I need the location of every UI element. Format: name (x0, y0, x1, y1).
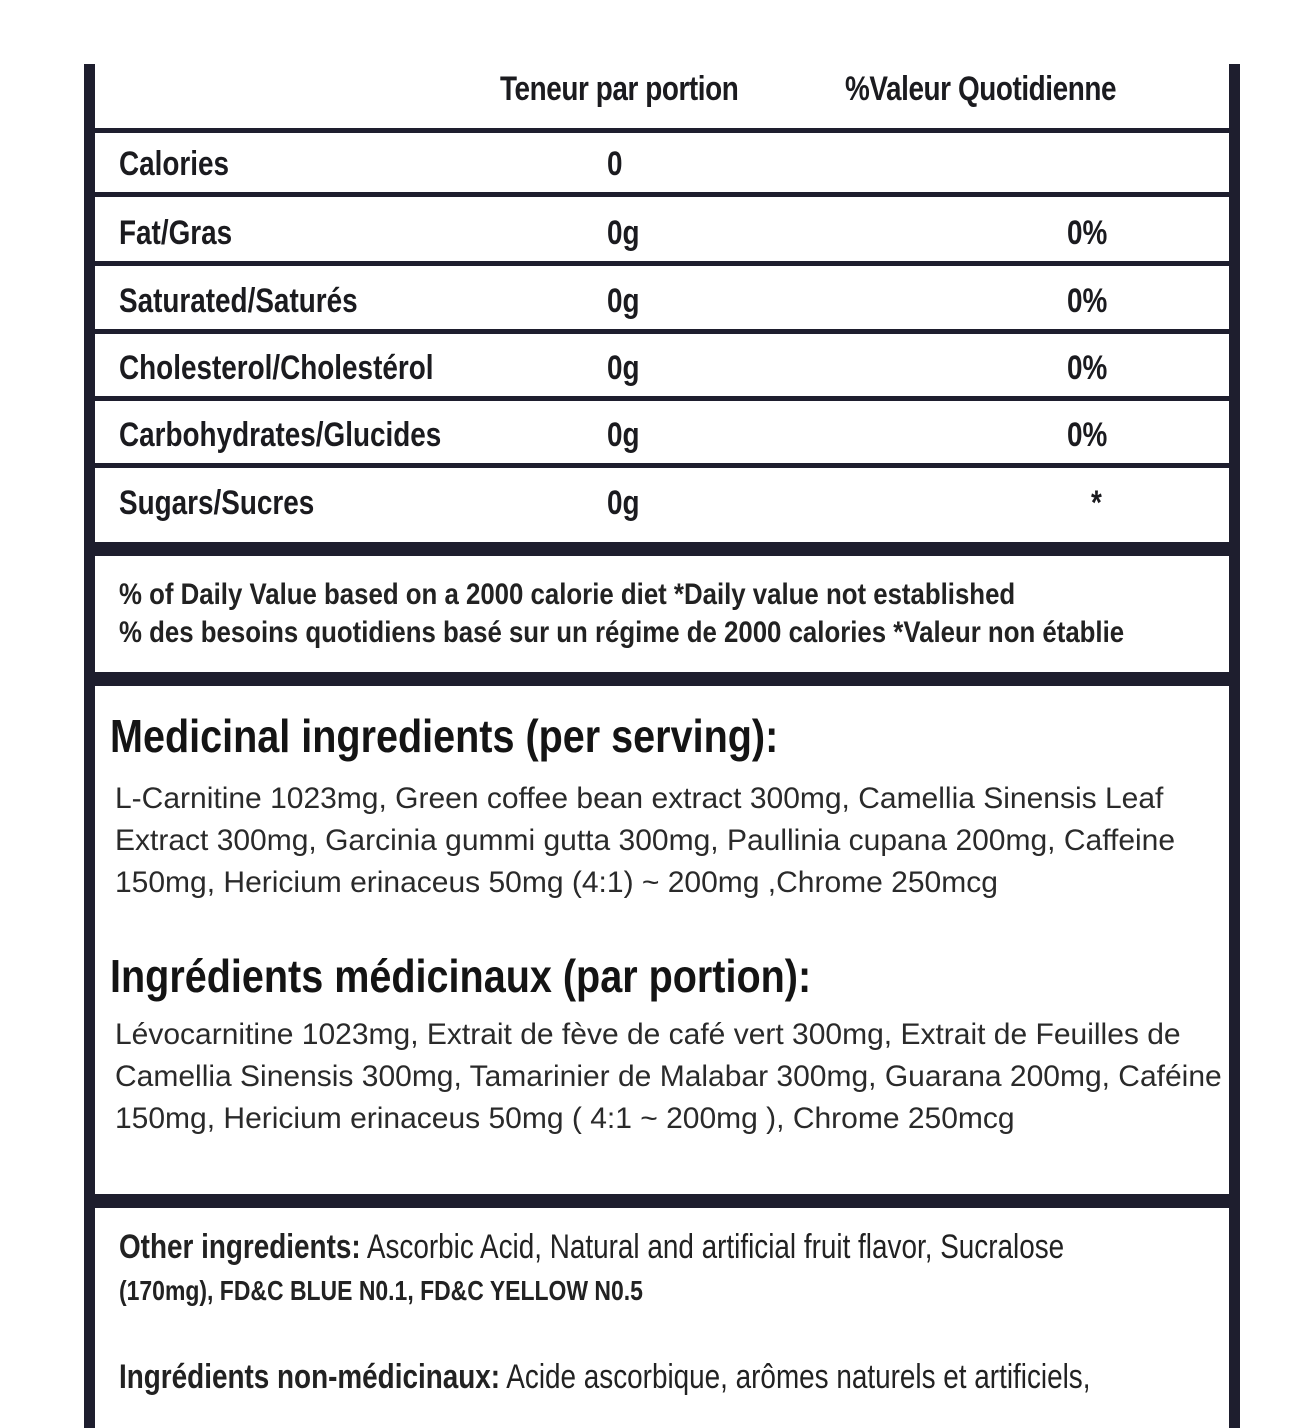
nutrient-name: Saturated/Saturés (119, 282, 358, 320)
nutrient-amount: 0g (607, 484, 640, 522)
daily-value-column-header: %Valeur Quotidienne (845, 70, 1117, 108)
nutrient-row (95, 133, 1229, 197)
nutrient-amount: 0g (607, 349, 640, 387)
other-ingredients-french (119, 1356, 1201, 1398)
nutrient-daily-value: 0% (1067, 349, 1108, 387)
nutrient-row (95, 270, 1229, 334)
nutrient-row (95, 404, 1229, 468)
amount-column-header: Teneur par portion (500, 70, 739, 108)
nutrient-row (95, 337, 1229, 401)
other-ingredients-text-continued: (170mg), FD&C BLUE N0.1, FD&C YELLOW N0.5 (119, 1275, 643, 1306)
nutrient-amount: 0g (607, 214, 640, 252)
nutrient-name: Sugars/Sucres (119, 484, 315, 522)
other-ingredients-label: Other ingredients: (119, 1228, 361, 1266)
thick-divider (95, 1194, 1229, 1208)
table-header (95, 64, 1229, 133)
nutrient-row (95, 202, 1229, 266)
thick-divider (95, 672, 1229, 686)
nutrient-amount: 0g (607, 416, 640, 454)
other-ingredients-english (119, 1226, 1201, 1312)
medicinal-text-french: Lévocarnitine 1023mg, Extrait de fève de café vert 300mg, Extrait de Feuilles de Camellia Sinensis 300mg, Tamarinier de Malabar 300mg, Guarana 200mg, Caféine 150mg, Hericium erinaceus 50mg ( 4:1 ~ 200mg ), Chrome 250mcg (115, 1018, 1222, 1135)
nutrient-name: Carbohydrates/Glucides (119, 416, 442, 454)
non-medicinal-label: Ingrédients non-médicinaux: (119, 1358, 501, 1396)
nutrient-daily-value: 0% (1067, 282, 1108, 320)
thick-divider (95, 542, 1229, 556)
non-medicinal-text: Acide ascorbique, arômes naturels et artificiels, (500, 1358, 1091, 1396)
nutrient-daily-value: * (1091, 484, 1102, 522)
medicinal-heading-french: Ingrédients médicinaux (par portion): (110, 950, 812, 1002)
nutrient-name: Fat/Gras (119, 214, 233, 252)
nutrition-label-panel (84, 64, 1240, 1428)
footnote-french: % des besoins quotidiens basé sur un régime de 2000 calories *Valeur non établie (119, 616, 1125, 649)
nutrient-daily-value: 0% (1067, 416, 1108, 454)
nutrient-name: Cholesterol/Cholestérol (119, 349, 434, 387)
footnote-english: % of Daily Value based on a 2000 calorie diet *Daily value not established (119, 578, 1016, 611)
nutrient-row (95, 472, 1229, 536)
other-ingredients-text: Ascorbic Acid, Natural and artificial fruit flavor, Sucralose (360, 1228, 1065, 1266)
medicinal-text-english: L-Carnitine 1023mg, Green coffee bean extract 300mg, Camellia Sinensis Leaf Extract 300mg, Garcinia gummi gutta 300mg, Paullinia cupana 200mg, Caffeine 150mg, Hericium erinaceus 50mg (4:1) ~ 200mg ,Chrome 250mcg (115, 782, 1176, 899)
medicinal-heading-english: Medicinal ingredients (per serving): (110, 710, 779, 762)
nutrient-amount: 0g (607, 282, 640, 320)
nutrient-daily-value: 0% (1067, 214, 1108, 252)
nutrient-name: Calories (119, 145, 230, 183)
nutrient-amount: 0 (607, 145, 623, 183)
